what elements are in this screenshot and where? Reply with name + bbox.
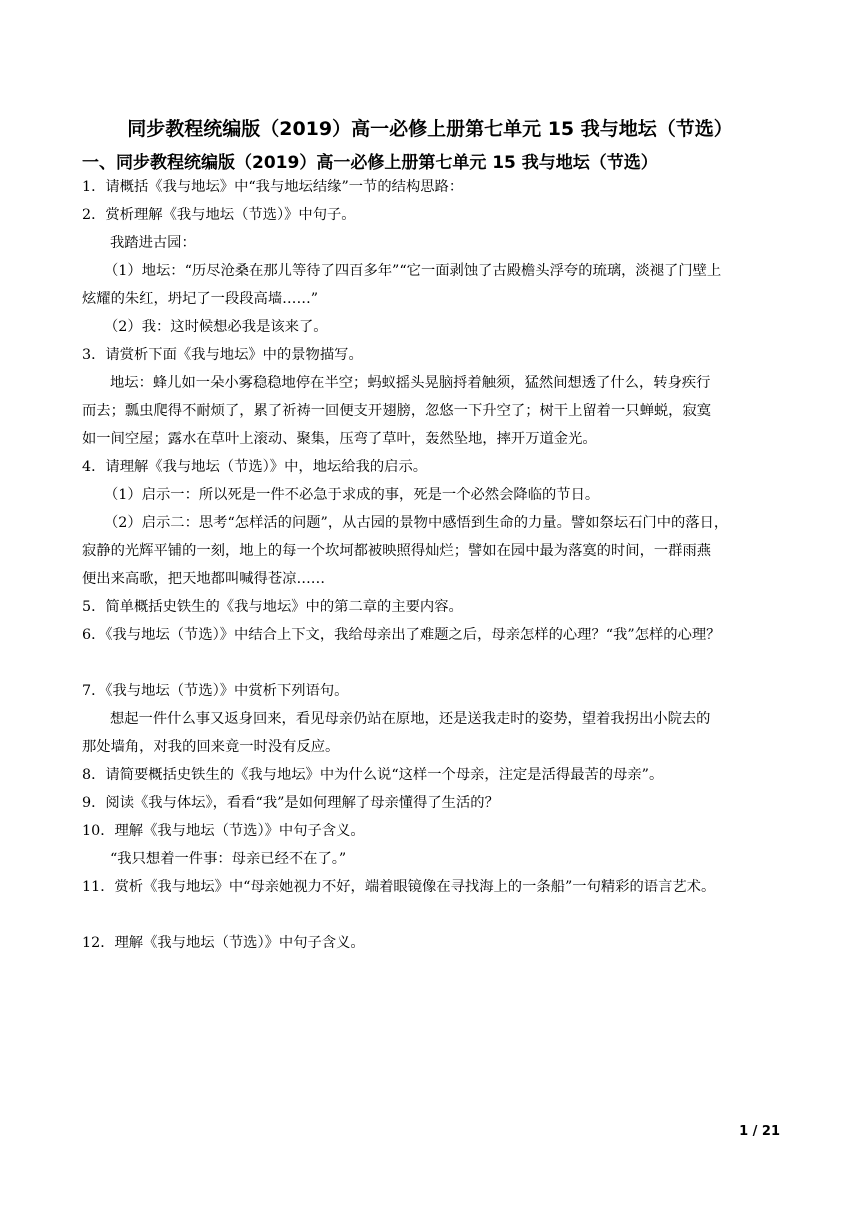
document-title: 同步教程统编版（2019）高一必修上册第七单元 15 我与地坛（节选） bbox=[127, 118, 733, 140]
quote-line: （2）我：这时候想必我是该来了。 bbox=[104, 319, 328, 335]
quote-line: （2）启示二：思考“怎样活的问题”，从古园的景物中感悟到生命的力量。譬如祭坛石门中的落日， bbox=[104, 515, 729, 531]
quote-line: （1）地坛：“历尽沧桑在那儿等待了四百多年”“它一面剥蚀了古殿檐头浮夸的琉璃，淡褪了门壁上 bbox=[104, 263, 722, 279]
quote-line: 我踏进古园： bbox=[110, 235, 196, 251]
answer-space bbox=[82, 897, 782, 925]
question-9: 9．阅读《我与体坛》，看看“我”是如何理解了母亲懂得了生活的？ bbox=[82, 795, 499, 811]
quote-line: 那处墙角，对我的回来竟一时没有反应。 bbox=[82, 739, 340, 755]
quote-line: 想起一件什么事又返身回来，看见母亲仍站在原地，还是送我走时的姿势，望着我拐出小院去的 bbox=[110, 711, 711, 727]
question-8: 8．请简要概括史铁生的《我与地坛》中为什么说“这样一个母亲，注定是活得最苦的母亲”。 bbox=[82, 767, 664, 783]
question-11: 11．赏析《我与地坛》中“母亲她视力不好，端着眼镜像在寻找海上的一条船”一句精彩的语言艺术。 bbox=[82, 879, 716, 895]
question-list bbox=[82, 174, 782, 953]
quote-line: 便出来高歌，把天地都叫喊得苍凉…… bbox=[82, 571, 326, 587]
question-5: 5．简单概括史铁生的《我与地坛》中的第二章的主要内容。 bbox=[82, 599, 463, 615]
quote-line: 寂静的光辉平铺的一刻，地上的每一个坎坷都被映照得灿烂；譬如在园中最为落寞的时间，一群雨燕 bbox=[82, 543, 712, 559]
question-12: 12．理解《我与地坛（节选）》中句子含义。 bbox=[82, 935, 365, 951]
quote-line: 地坛：蜂儿如一朵小雾稳稳地停在半空；蚂蚁摇头晃脑捋着触须，猛然间想透了什么，转身疾行 bbox=[110, 375, 711, 391]
question-7: 7．《我与地坛（节选）》中赏析下列语句。 bbox=[82, 683, 349, 699]
quote-line: “我只想着一件事：母亲已经不在了。” bbox=[110, 851, 347, 867]
quote-line: 如一间空屋；露水在草叶上滚动、聚集，压弯了草叶，轰然坠地，摔开万道金光。 bbox=[82, 431, 597, 447]
question-1: 1．请概括《我与地坛》中“我与地坛结缘”一节的结构思路： bbox=[82, 179, 464, 195]
page-number: 1 / 21 bbox=[739, 1124, 780, 1139]
question-3: 3．请赏析下面《我与地坛》中的景物描写。 bbox=[82, 347, 363, 363]
answer-space bbox=[82, 645, 782, 673]
question-2: 2．赏析理解《我与地坛（节选）》中句子。 bbox=[82, 207, 356, 223]
question-10: 10．理解《我与地坛（节选）》中句子含义。 bbox=[82, 823, 365, 839]
quote-line: 炫耀的朱红，坍圮了一段段高墙……” bbox=[82, 291, 319, 307]
question-6: 6．《我与地坛（节选）》中结合上下文，我给母亲出了难题之后，母亲怎样的心理？“我”怎样的心理？ bbox=[82, 627, 721, 643]
question-4: 4．请理解《我与地坛（节选）》中，地坛给我的启示。 bbox=[82, 459, 428, 475]
quote-line: 而去；瓢虫爬得不耐烦了，累了祈祷一回便支开翅膀，忽悠一下升空了；树干上留着一只蝉蜕，寂寞 bbox=[82, 403, 712, 419]
quote-line: （1）启示一：所以死是一件不必急于求成的事，死是一个必然会降临的节日。 bbox=[104, 487, 600, 503]
section-heading: 一、同步教程统编版（2019）高一必修上册第七单元 15 我与地坛（节选） bbox=[82, 153, 658, 173]
